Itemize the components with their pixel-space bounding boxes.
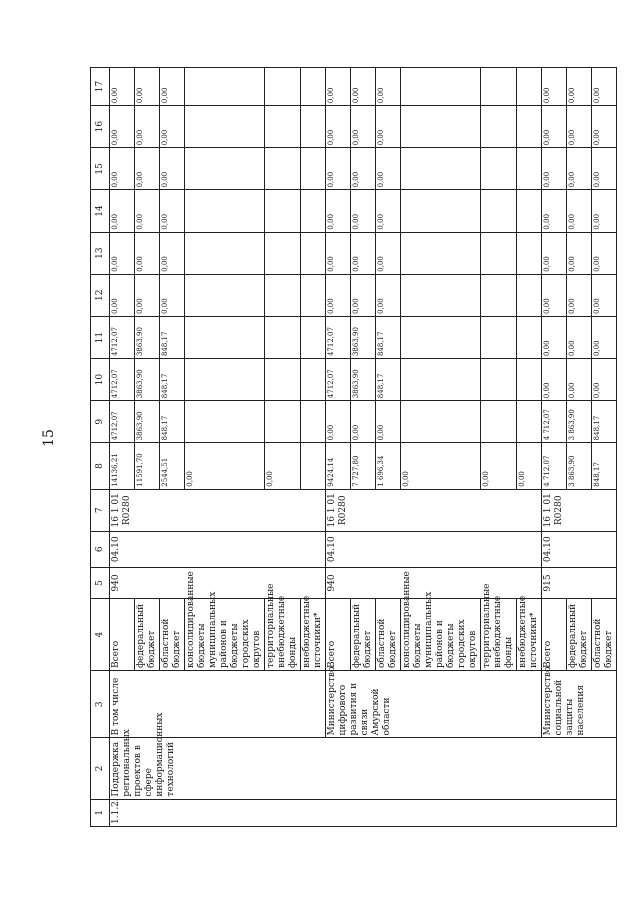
- amount-cell: 0,00: [542, 316, 567, 358]
- amount-cell: 4712,07: [110, 316, 135, 358]
- amount-cell: 0,00: [326, 232, 351, 274]
- amount-cell: [301, 401, 326, 443]
- amount-cell: 1 696,34: [376, 443, 401, 489]
- amount-cell: 9424,14: [326, 443, 351, 489]
- amount-cell: [517, 401, 542, 443]
- amount-cell: [185, 106, 265, 148]
- amount-cell: 3863,90: [351, 316, 376, 358]
- amount-cell: 0,00: [376, 190, 401, 232]
- amount-cell: [185, 148, 265, 190]
- amount-cell: 0,00: [592, 316, 617, 358]
- column-header: 3: [91, 671, 110, 738]
- amount-cell: 848,17: [592, 443, 617, 489]
- column-header: 14: [91, 190, 110, 232]
- responsible-executor: Министерство социальной защиты населения: [542, 671, 617, 738]
- amount-cell: 3863,90: [351, 359, 376, 401]
- amount-cell: [401, 106, 481, 148]
- amount-cell: 0,00: [351, 106, 376, 148]
- amount-cell: 4712,07: [326, 316, 351, 358]
- amount-cell: 0,00: [351, 148, 376, 190]
- funding-source: внебюджетные источники*: [301, 599, 326, 671]
- amount-cell: 0,00: [135, 148, 160, 190]
- amount-cell: 0,00: [592, 232, 617, 274]
- amount-cell: 0,00: [160, 274, 185, 316]
- amount-cell: [481, 106, 517, 148]
- amount-cell: 0,00: [265, 443, 301, 489]
- amount-cell: 0,00: [326, 274, 351, 316]
- amount-cell: [185, 190, 265, 232]
- amount-cell: [265, 190, 301, 232]
- amount-cell: 0,00: [110, 190, 135, 232]
- amount-cell: 0,00: [567, 106, 592, 148]
- amount-cell: [301, 316, 326, 358]
- funding-source: Всего: [326, 599, 351, 671]
- column-header: 6: [91, 531, 110, 567]
- funding-source: консолидированные бюджеты муниципальных районов и бюджеты городских округов: [185, 599, 265, 671]
- rotated-table-container: [90, 67, 614, 827]
- amount-cell: 0,00: [326, 68, 351, 106]
- amount-cell: [185, 232, 265, 274]
- column-header: 1: [91, 799, 110, 826]
- amount-cell: 848,17: [376, 316, 401, 358]
- table-row: [326, 68, 351, 827]
- amount-cell: 848,17: [160, 401, 185, 443]
- amount-cell: [185, 274, 265, 316]
- amount-cell: [185, 359, 265, 401]
- amount-cell: [517, 68, 542, 106]
- amount-cell: 0,00: [326, 148, 351, 190]
- column-header: 16: [91, 106, 110, 148]
- amount-cell: 0,00: [351, 401, 376, 443]
- budget-code-rz: 04.10: [110, 531, 326, 567]
- amount-cell: [481, 274, 517, 316]
- amount-cell: 0,00: [135, 68, 160, 106]
- column-header: 2: [91, 738, 110, 799]
- amount-cell: [401, 359, 481, 401]
- budget-code-csr: 16 1 01 R0280: [326, 489, 542, 531]
- amount-cell: 0,00: [567, 274, 592, 316]
- amount-cell: [265, 316, 301, 358]
- budget-code-rz: 04.10: [542, 531, 617, 567]
- amount-cell: 3 863,90: [567, 401, 592, 443]
- amount-cell: [301, 106, 326, 148]
- amount-cell: [401, 316, 481, 358]
- amount-cell: 848,17: [376, 359, 401, 401]
- amount-cell: 0,00: [351, 190, 376, 232]
- amount-cell: 0,00: [110, 68, 135, 106]
- amount-cell: 0,00: [160, 106, 185, 148]
- amount-cell: 0,00: [135, 232, 160, 274]
- amount-cell: 0,00: [376, 68, 401, 106]
- column-header: 13: [91, 232, 110, 274]
- amount-cell: [481, 359, 517, 401]
- amount-cell: [301, 443, 326, 489]
- amount-cell: 0,00: [160, 232, 185, 274]
- amount-cell: 0,00: [567, 190, 592, 232]
- amount-cell: 4 712,07: [542, 401, 567, 443]
- amount-cell: [517, 232, 542, 274]
- budget-code-grbs: 940: [326, 567, 542, 599]
- amount-cell: [265, 106, 301, 148]
- amount-cell: 0,00: [135, 274, 160, 316]
- amount-cell: 0,00: [376, 232, 401, 274]
- amount-cell: [265, 401, 301, 443]
- funding-source: Всего: [542, 599, 567, 671]
- amount-cell: 0,00: [326, 401, 351, 443]
- responsible-executor: Министерство цифрового развития и связи Амурской области: [326, 671, 542, 738]
- amount-cell: 0,00: [135, 190, 160, 232]
- amount-cell: 0,00: [567, 148, 592, 190]
- amount-cell: [517, 274, 542, 316]
- amount-cell: 0,00: [376, 274, 401, 316]
- amount-cell: 0,00: [567, 316, 592, 358]
- column-header: 4: [91, 599, 110, 671]
- amount-cell: [301, 148, 326, 190]
- amount-cell: [401, 190, 481, 232]
- amount-cell: 0,00: [592, 106, 617, 148]
- funding-source: областной бюджет: [592, 599, 617, 671]
- amount-cell: [481, 316, 517, 358]
- amount-cell: 0,00: [542, 68, 567, 106]
- amount-cell: [517, 316, 542, 358]
- amount-cell: 848,17: [592, 401, 617, 443]
- amount-cell: 0,00: [401, 443, 481, 489]
- amount-cell: 0,00: [160, 148, 185, 190]
- amount-cell: [265, 232, 301, 274]
- amount-cell: 0,00: [351, 68, 376, 106]
- amount-cell: 0,00: [592, 68, 617, 106]
- page-number: 15: [40, 429, 57, 447]
- amount-cell: [265, 148, 301, 190]
- amount-cell: 0,00: [351, 232, 376, 274]
- amount-cell: 0,00: [592, 190, 617, 232]
- column-header: 11: [91, 316, 110, 358]
- budget-code-grbs: 915: [542, 567, 617, 599]
- funding-source: территориальные внебюджетные фонды: [265, 599, 301, 671]
- amount-cell: [481, 68, 517, 106]
- table-row: [542, 68, 567, 827]
- amount-cell: [185, 316, 265, 358]
- amount-cell: [265, 359, 301, 401]
- amount-cell: 0,00: [135, 106, 160, 148]
- amount-cell: 11591,70: [135, 443, 160, 489]
- amount-cell: [481, 401, 517, 443]
- amount-cell: 0,00: [326, 190, 351, 232]
- amount-cell: 0,00: [376, 401, 401, 443]
- funding-source: областной бюджет: [376, 599, 401, 671]
- amount-cell: 4712,07: [110, 359, 135, 401]
- amount-cell: 0,00: [376, 148, 401, 190]
- amount-cell: 0,00: [160, 190, 185, 232]
- funding-source: федеральный бюджет: [567, 599, 592, 671]
- amount-cell: 0,00: [542, 106, 567, 148]
- amount-cell: 0,00: [517, 443, 542, 489]
- measure-name: Поддержка региональных проектов в сфере информационных технологий: [110, 738, 617, 799]
- amount-cell: [517, 148, 542, 190]
- amount-cell: [265, 274, 301, 316]
- amount-cell: [301, 190, 326, 232]
- column-header: 9: [91, 401, 110, 443]
- table-body: [110, 68, 617, 827]
- amount-cell: [301, 68, 326, 106]
- measure-code: 1.1.2.: [110, 799, 617, 826]
- amount-cell: [481, 190, 517, 232]
- amount-cell: [301, 232, 326, 274]
- budget-code-rz: 04.10: [326, 531, 542, 567]
- amount-cell: [517, 359, 542, 401]
- amount-cell: [265, 68, 301, 106]
- amount-cell: 0,00: [351, 274, 376, 316]
- amount-cell: 14136,21: [110, 443, 135, 489]
- amount-cell: 0,00: [160, 68, 185, 106]
- amount-cell: [517, 106, 542, 148]
- amount-cell: 4712,07: [110, 401, 135, 443]
- amount-cell: 3863,90: [135, 401, 160, 443]
- amount-cell: 0,00: [376, 106, 401, 148]
- amount-cell: 0,00: [110, 106, 135, 148]
- amount-cell: [401, 68, 481, 106]
- amount-cell: 0,00: [185, 443, 265, 489]
- amount-cell: 3863,90: [135, 359, 160, 401]
- amount-cell: [401, 274, 481, 316]
- column-header: 10: [91, 359, 110, 401]
- amount-cell: 0,00: [481, 443, 517, 489]
- amount-cell: 0,00: [567, 68, 592, 106]
- amount-cell: 4 712,07: [542, 443, 567, 489]
- amount-cell: 0,00: [326, 106, 351, 148]
- amount-cell: 3863,90: [135, 316, 160, 358]
- amount-cell: 848,17: [160, 359, 185, 401]
- column-header: 17: [91, 68, 110, 106]
- funding-source: внебюджетные источники*: [517, 599, 542, 671]
- budget-table: [90, 67, 617, 827]
- amount-cell: 0,00: [542, 359, 567, 401]
- amount-cell: [517, 190, 542, 232]
- funding-source: федеральный бюджет: [135, 599, 160, 671]
- amount-cell: 0,00: [110, 148, 135, 190]
- header-row: [91, 68, 110, 827]
- amount-cell: 0,00: [110, 274, 135, 316]
- column-header: 8: [91, 443, 110, 489]
- amount-cell: 0,00: [542, 190, 567, 232]
- amount-cell: [401, 148, 481, 190]
- amount-cell: 0,00: [592, 359, 617, 401]
- amount-cell: 0,00: [592, 274, 617, 316]
- amount-cell: [401, 401, 481, 443]
- amount-cell: 3 863,90: [567, 443, 592, 489]
- amount-cell: [481, 148, 517, 190]
- amount-cell: 0,00: [110, 232, 135, 274]
- amount-cell: 0,00: [542, 148, 567, 190]
- amount-cell: [301, 359, 326, 401]
- funding-source: федеральный бюджет: [351, 599, 376, 671]
- amount-cell: 848,17: [160, 316, 185, 358]
- amount-cell: [185, 68, 265, 106]
- budget-code-csr: 16 1 01 R0280: [542, 489, 617, 531]
- funding-source: консолидированные бюджеты муниципальных районов и бюджеты городских округов: [401, 599, 481, 671]
- budget-code-csr: 16 1 01 R0280: [110, 489, 326, 531]
- column-header: 7: [91, 489, 110, 531]
- amount-cell: 0,00: [542, 232, 567, 274]
- amount-cell: [401, 232, 481, 274]
- amount-cell: 0,00: [567, 359, 592, 401]
- amount-cell: 7 727,80: [351, 443, 376, 489]
- amount-cell: 0,00: [567, 232, 592, 274]
- amount-cell: [481, 232, 517, 274]
- column-header: 5: [91, 567, 110, 599]
- amount-cell: [301, 274, 326, 316]
- amount-cell: 4712,07: [326, 359, 351, 401]
- funding-source: Всего: [110, 599, 135, 671]
- responsible-executor: В том числе: [110, 671, 326, 738]
- amount-cell: 2544,51: [160, 443, 185, 489]
- amount-cell: 0,00: [592, 148, 617, 190]
- table-row: [110, 68, 135, 827]
- amount-cell: [185, 401, 265, 443]
- amount-cell: 0,00: [542, 274, 567, 316]
- column-header: 15: [91, 148, 110, 190]
- budget-code-grbs: 940: [110, 567, 326, 599]
- funding-source: территориальные внебюджетные фонды: [481, 599, 517, 671]
- column-header: 12: [91, 274, 110, 316]
- funding-source: областной бюджет: [160, 599, 185, 671]
